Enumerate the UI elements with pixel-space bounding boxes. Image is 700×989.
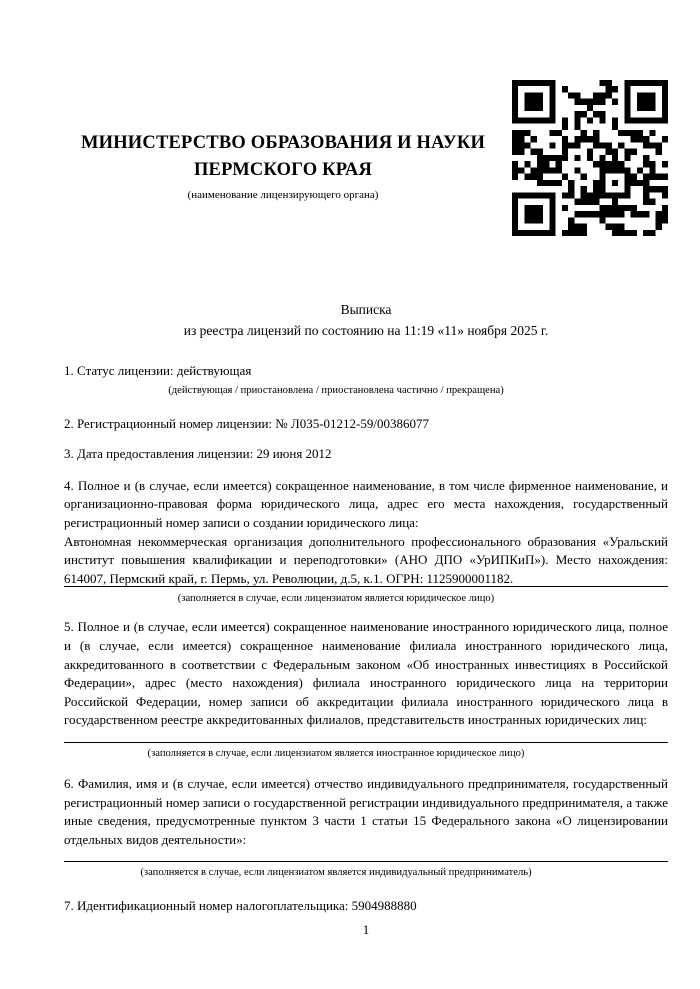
individual-entrepreneur-label: 6. Фамилия, имя и (в случае, если имеется) отчество индивидуального предпринимателя, государственный регистрационный номер записи о государственной регистрации индивидуального предпринимателя, а также иные сведения, предусмотренные пунктом 3 части 1 статьи 15 Федерального закона «О лицензировании отдельных видов деятельности»:	[64, 775, 668, 847]
foreign-legal-entity-label: 5. Полное и (в случае, если имеется) сокращенное наименование иностранного юридического лица, полное и (в случае, если имеется) сокращенное наименование филиала иностранного юридического лица, аккредитованного в соответствии с Федеральным законом «Об иностранных инвестициях в Российской Федерации», адрес (место нахождения) филиала иностранного юридического лица на территории Российской Федерации, номер записи об аккредитации филиала иностранного юридического лица в государственном реестре аккредитованных филиалов, представительств иностранных юридических лиц:	[64, 619, 668, 728]
individual-entrepreneur-caption: (заполняется в случае, если лицензиатом является индивидуальный предприниматель)	[140, 867, 532, 879]
page-number: 1	[362, 921, 370, 937]
item-foreign-legal-entity	[64, 618, 668, 761]
item-registration-number	[64, 415, 668, 434]
item-individual-entrepreneur	[64, 775, 668, 880]
license-status-options-caption: (действующая / приостановлена / приостановлена частично / прекращена)	[168, 384, 504, 396]
registration-number-text: 2. Регистрационный номер лицензии: № Л035-01212-59/00386077	[64, 415, 430, 431]
item-legal-entity	[64, 477, 668, 607]
foreign-legal-entity-caption: (заполняется в случае, если лицензиатом является иностранное юридическое лицо)	[147, 747, 525, 759]
document-title	[64, 299, 668, 341]
document-header	[64, 0, 668, 236]
legal-entity-caption: (заполняется в случае, если лицензиатом является юридическое лицо)	[177, 593, 495, 605]
item-license-grant-date	[64, 445, 668, 464]
legal-entity-label: 4. Полное и (в случае, если имеется) сокращенное наименование, в том числе фирменное наименование, и организационно-правовая форма юридического лица, адрес его места нахождения, государственный регистрационный номер записи о создании юридического лица:	[64, 477, 668, 530]
authority-name-line1: МИНИСТЕРСТВО ОБРАЗОВАНИЯ И НАУКИ	[80, 133, 486, 153]
authority-caption: (наименование лицензирующего органа)	[187, 189, 379, 201]
qr-code-graphic	[512, 80, 668, 236]
document-title-line1: Выписка	[340, 302, 392, 317]
licensing-authority-block	[64, 130, 502, 201]
license-grant-date-text: 3. Дата предоставления лицензии: 29 июня 2012	[64, 446, 332, 462]
document-body	[64, 362, 668, 938]
taxpayer-id-text: 7. Идентификационный номер налогоплательщика: 5904988880	[64, 898, 417, 914]
authority-name-line2: ПЕРМСКОГО КРАЯ	[193, 160, 373, 180]
document-title-line2: из реестра лицензий по состоянию на 11:19 «11» ноября 2025 г.	[183, 323, 549, 338]
fill-line-foreign-legal-entity	[64, 742, 668, 743]
item-taxpayer-id	[64, 897, 668, 916]
fill-line-individual-entrepreneur	[64, 861, 668, 862]
qr-code-icon	[512, 80, 668, 236]
legal-entity-value: Автономная некоммерческая организация дополнительного профессионального образования «Уральский институт повышения квалификации и переподготовки» (АНО ДПО «УрИПКиП»). Место нахождения: 614007, Пермский край, г. Пермь, ул. Революции, д.5, к.1. ОГРН: 1125900001182.	[64, 533, 668, 586]
item-license-status	[64, 362, 668, 398]
license-status-text: 1. Статус лицензии: действующая	[64, 363, 252, 378]
